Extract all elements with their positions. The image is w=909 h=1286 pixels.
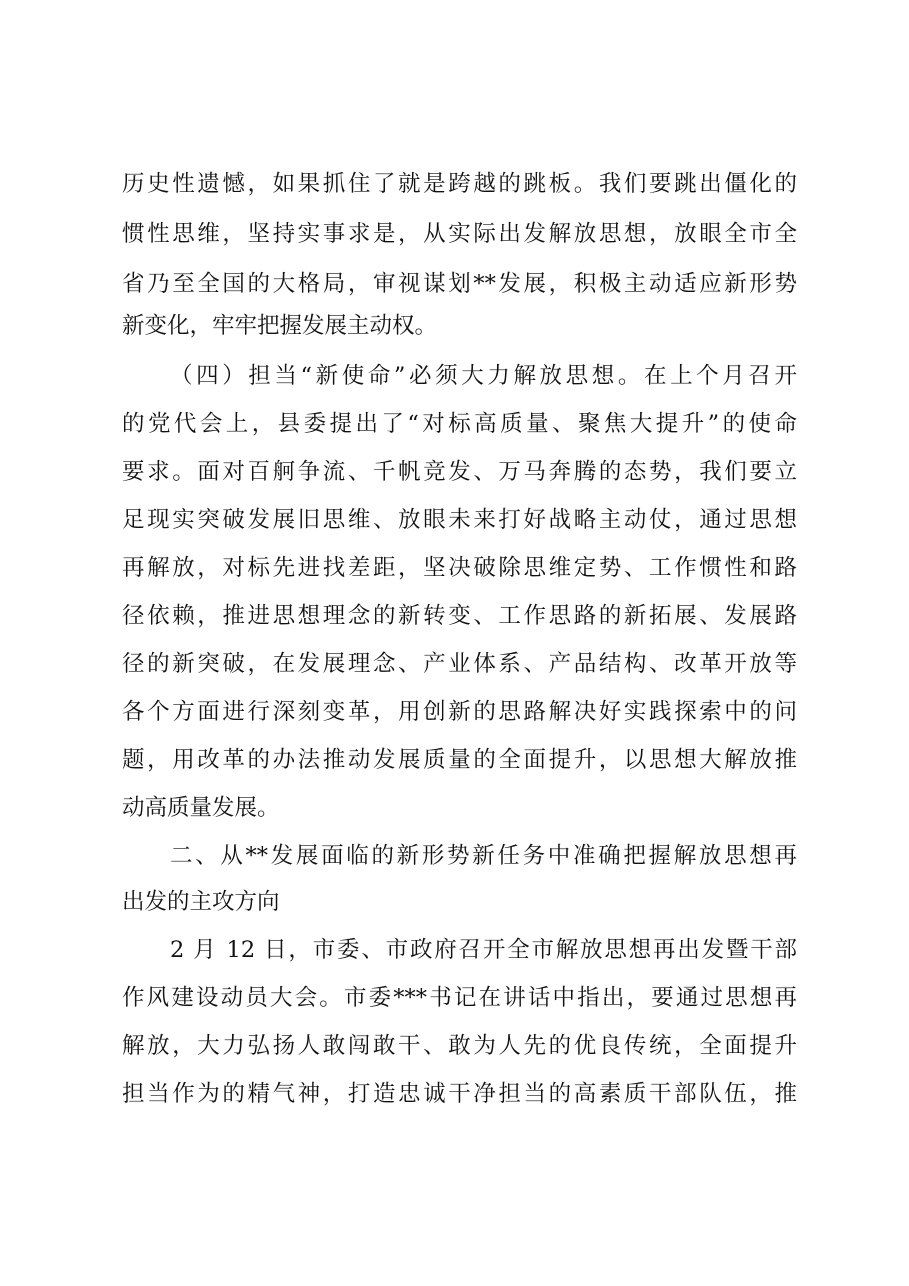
text-line: 担当作为的精气神，打造忠诚干净担当的高素质干部队伍，推: [122, 1081, 797, 1107]
text-line: 惯性思维，坚持实事求是，从实际出发解放思想，放眼全市全: [122, 221, 797, 247]
text-line: 再解放，对标先进找差距，坚决破除思维定势、工作惯性和路: [122, 555, 797, 581]
text-line: 的党代会上，县委提出了“对标高质量、聚焦大提升”的使命: [122, 411, 797, 437]
section-heading: 出发的主攻方向: [122, 889, 280, 915]
text-line: 径的新突破，在发展理念、产业体系、产品结构、改革开放等: [122, 651, 797, 677]
text-line: 解放，大力弘扬人敢闯敢干、敢为人先的优良传统，全面提升: [122, 1033, 797, 1059]
text-line: 新变化，牢牢把握发展主动权。: [122, 313, 438, 339]
text-line: 省乃至全国的大格局，审视谋划**发展，积极主动适应新形势: [122, 271, 797, 297]
text-line: 动高质量发展。: [122, 795, 280, 821]
text-line: 各个方面进行深刻变革，用创新的思路解决好实践探索中的问: [122, 699, 797, 725]
text-line: （四）担当“新使命”必须大力解放思想。在上个月召开: [170, 363, 797, 389]
text-line: 径依赖，推进思想理念的新转变、工作思路的新拓展、发展路: [122, 603, 797, 629]
section-heading: 二、从**发展面临的新形势新任务中准确把握解放思想再: [170, 843, 797, 869]
text-line: 足现实突破发展旧思维、放眼未来打好战略主动仗，通过思想: [122, 507, 797, 533]
text-line: 历史性遗憾，如果抓住了就是跨越的跳板。我们要跳出僵化的: [122, 171, 797, 197]
text-line: 题，用改革的办法推动发展质量的全面提升，以思想大解放推: [122, 747, 797, 773]
text-line: 作风建设动员大会。市委***书记在讲话中指出，要通过思想再: [122, 985, 797, 1011]
text-line: 2 月 12 日，市委、市政府召开全市解放思想再出发暨干部: [170, 937, 797, 963]
text-line: 要求。面对百舸争流、千帆竞发、万马奔腾的态势，我们要立: [122, 459, 797, 485]
